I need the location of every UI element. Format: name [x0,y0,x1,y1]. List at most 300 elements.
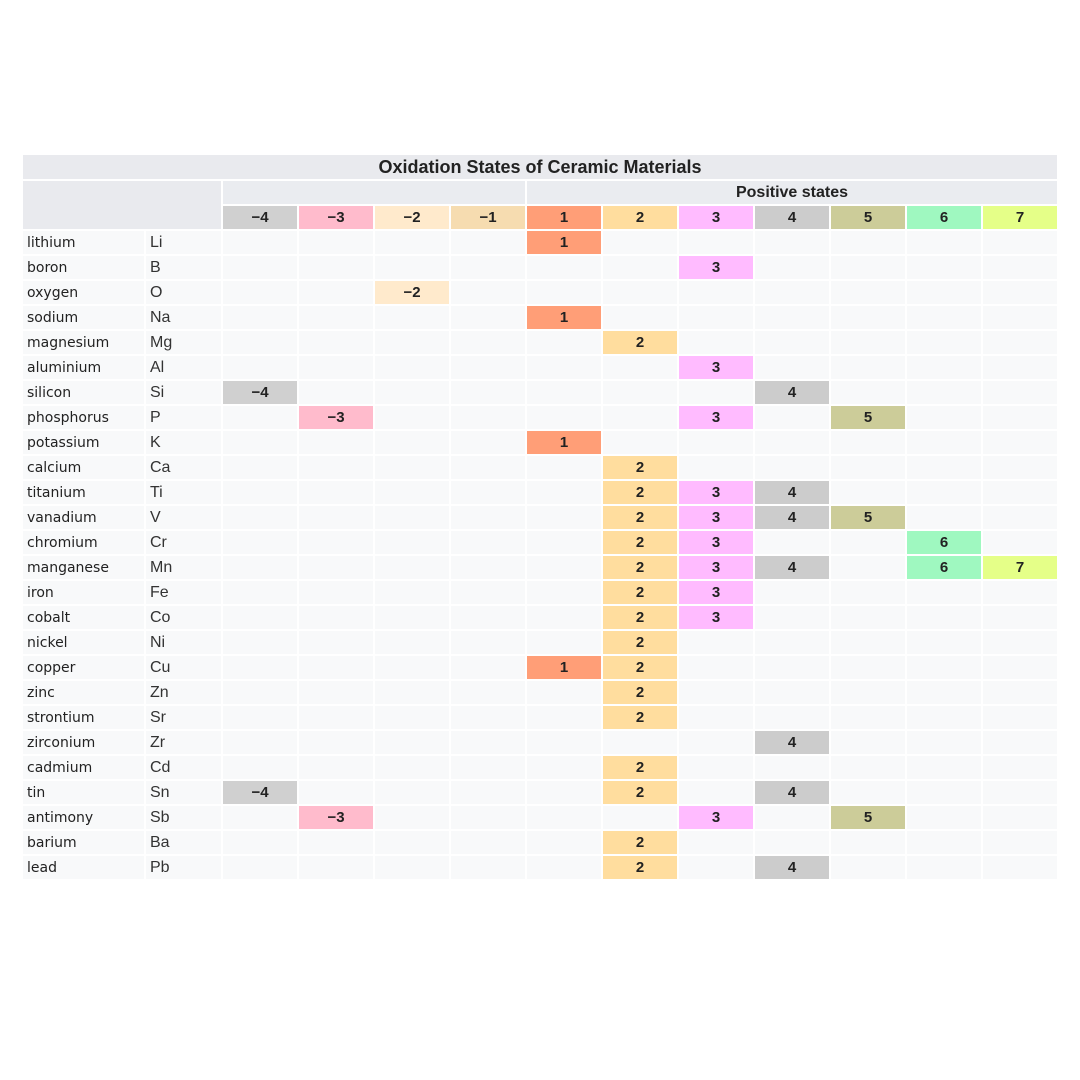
element-name: silicon [23,381,144,404]
oxidation-states-table [21,153,1059,881]
table-row [23,606,1057,629]
state-cell [907,506,981,529]
state-cell [299,731,373,754]
state-cell [375,531,449,554]
state-cell [375,731,449,754]
element-name: magnesium [23,331,144,354]
state-cell [983,306,1057,329]
state-cell [451,381,525,404]
state-cell [603,281,677,304]
state-cell [375,756,449,779]
state-cell: 7 [983,556,1057,579]
state-cell: 3 [679,581,753,604]
element-symbol: Sr [146,706,221,729]
state-cell [679,756,753,779]
state-cell: 4 [755,481,829,504]
element-symbol: K [146,431,221,454]
state-cell [223,681,297,704]
state-cell [983,606,1057,629]
state-cell [907,856,981,879]
state-cell [223,356,297,379]
state-cell [755,681,829,704]
state-cell [223,831,297,854]
state-cell [831,331,905,354]
element-symbol: Cr [146,531,221,554]
state-cell [299,606,373,629]
element-name: manganese [23,556,144,579]
state-cell [223,506,297,529]
table-row [23,856,1057,879]
state-cell: 2 [603,506,677,529]
state-cell [755,281,829,304]
state-cell [451,806,525,829]
element-symbol: Cd [146,756,221,779]
state-cell [451,281,525,304]
state-cell [983,631,1057,654]
table-row [23,331,1057,354]
state-cell [755,631,829,654]
table-title: Oxidation States of Ceramic Materials [23,155,1057,179]
state-cell [375,356,449,379]
state-cell [299,831,373,854]
state-cell [451,856,525,879]
element-symbol: Zr [146,731,221,754]
state-header: 6 [907,206,981,229]
state-cell: 6 [907,531,981,554]
state-cell [223,406,297,429]
state-cell [223,306,297,329]
state-cell [375,481,449,504]
element-symbol: Ti [146,481,221,504]
state-cell [831,706,905,729]
table-row [23,381,1057,404]
state-cell: 2 [603,781,677,804]
state-cell: 1 [527,431,601,454]
state-cell: −4 [223,781,297,804]
state-cell [375,806,449,829]
element-name: aluminium [23,356,144,379]
state-cell: 5 [831,506,905,529]
state-cell: 3 [679,556,753,579]
state-cell [527,531,601,554]
state-cell: 2 [603,581,677,604]
state-cell [831,556,905,579]
element-name: cadmium [23,756,144,779]
positive-states-header: Positive states [527,181,1057,204]
state-cell [451,481,525,504]
state-cell [375,656,449,679]
state-cell [679,831,753,854]
state-cell [375,456,449,479]
state-cell [527,856,601,879]
table-row [23,406,1057,429]
state-cell: 2 [603,756,677,779]
state-cell [907,806,981,829]
state-cell [527,381,601,404]
element-name: barium [23,831,144,854]
state-cell [907,606,981,629]
state-cell [299,456,373,479]
state-header: 3 [679,206,753,229]
state-cell [831,731,905,754]
state-cell [375,406,449,429]
table-row [23,631,1057,654]
state-cell [907,431,981,454]
state-cell [983,481,1057,504]
state-cell [831,381,905,404]
state-cell [603,381,677,404]
state-cell [527,281,601,304]
state-cell [527,631,601,654]
element-symbol: Ca [146,456,221,479]
state-cell [907,331,981,354]
element-symbol: Pb [146,856,221,879]
state-cell [451,581,525,604]
state-header: −2 [375,206,449,229]
state-cell [907,356,981,379]
state-cell: 3 [679,406,753,429]
state-cell [907,656,981,679]
state-cell [527,406,601,429]
state-cell [603,731,677,754]
state-cell: 4 [755,381,829,404]
state-cell [299,706,373,729]
state-cell [603,356,677,379]
table-row [23,431,1057,454]
state-cell [907,406,981,429]
state-cell [451,531,525,554]
state-cell: 3 [679,356,753,379]
element-symbol: Sb [146,806,221,829]
state-cell [451,781,525,804]
state-cell [223,256,297,279]
table-row [23,681,1057,704]
state-cell [983,756,1057,779]
state-cell [983,356,1057,379]
state-cell [983,681,1057,704]
table-row [23,456,1057,479]
state-cell: 2 [603,856,677,879]
table-row [23,256,1057,279]
state-cell [527,481,601,504]
state-cell [375,781,449,804]
state-cell [755,456,829,479]
element-name: potassium [23,431,144,454]
state-cell [451,431,525,454]
state-cell [907,281,981,304]
state-cell [907,731,981,754]
state-cell [299,681,373,704]
state-cell [451,731,525,754]
state-cell [223,431,297,454]
state-cell [527,356,601,379]
element-symbol: Li [146,231,221,254]
state-cell [299,231,373,254]
state-header: 4 [755,206,829,229]
table-body [23,231,1057,879]
state-cell [679,706,753,729]
state-cell [603,231,677,254]
state-cell [679,456,753,479]
element-name: tin [23,781,144,804]
table-row [23,506,1057,529]
state-cell [679,231,753,254]
state-cell [907,781,981,804]
state-header: 2 [603,206,677,229]
state-cell [983,831,1057,854]
state-cell: 2 [603,656,677,679]
state-cell: 2 [603,481,677,504]
state-header: 5 [831,206,905,229]
state-cell [451,306,525,329]
state-cell [223,631,297,654]
state-cell: −2 [375,281,449,304]
element-symbol: Al [146,356,221,379]
state-cell: 2 [603,556,677,579]
state-cell: 3 [679,806,753,829]
element-name: lead [23,856,144,879]
state-cell [299,656,373,679]
state-cell [375,606,449,629]
state-cell: 4 [755,856,829,879]
state-cell [603,256,677,279]
state-cell [831,281,905,304]
state-cell [299,531,373,554]
state-cell [755,431,829,454]
state-cell [831,681,905,704]
table-row [23,781,1057,804]
state-cell [299,256,373,279]
state-cell [983,581,1057,604]
state-cell [907,706,981,729]
state-cell [527,806,601,829]
state-cell [983,331,1057,354]
state-cell [755,581,829,604]
state-cell [679,656,753,679]
state-cell [907,681,981,704]
state-cell [983,231,1057,254]
state-cell: 4 [755,781,829,804]
state-cell [679,631,753,654]
state-cell [223,756,297,779]
element-symbol: Mg [146,331,221,354]
element-symbol: Ni [146,631,221,654]
state-cell [755,406,829,429]
state-cell [299,506,373,529]
state-cell [223,556,297,579]
state-cell: 5 [831,806,905,829]
state-cell [299,556,373,579]
table-row [23,306,1057,329]
element-name: zirconium [23,731,144,754]
state-cell [223,231,297,254]
state-cell [907,756,981,779]
state-cell [375,381,449,404]
state-cell [755,606,829,629]
state-cell [679,306,753,329]
element-name: calcium [23,456,144,479]
state-cell [831,856,905,879]
state-cell [983,506,1057,529]
element-name: titanium [23,481,144,504]
state-cell [831,231,905,254]
state-cell [907,256,981,279]
state-cell: 3 [679,481,753,504]
state-cell: 2 [603,331,677,354]
state-cell [603,406,677,429]
state-cell: 1 [527,656,601,679]
state-cell [831,631,905,654]
state-cell [831,431,905,454]
state-cell [451,406,525,429]
state-cell [527,331,601,354]
element-name: nickel [23,631,144,654]
element-name: boron [23,256,144,279]
state-cell [907,831,981,854]
state-cell: 4 [755,731,829,754]
element-symbol: Co [146,606,221,629]
state-cell: 1 [527,231,601,254]
element-symbol: B [146,256,221,279]
state-cell: 2 [603,606,677,629]
element-symbol: Mn [146,556,221,579]
element-name: copper [23,656,144,679]
state-cell: 6 [907,556,981,579]
element-name: cobalt [23,606,144,629]
state-cell [755,356,829,379]
state-cell [527,681,601,704]
state-cell: 3 [679,506,753,529]
element-name: vanadium [23,506,144,529]
state-cell [755,531,829,554]
state-cell [831,256,905,279]
element-name: sodium [23,306,144,329]
state-cell [375,331,449,354]
element-name: phosphorus [23,406,144,429]
state-cell [755,831,829,854]
state-cell [299,631,373,654]
element-symbol: Sn [146,781,221,804]
state-cell [907,306,981,329]
state-cell [527,781,601,804]
state-cell [299,331,373,354]
state-cell [527,456,601,479]
state-cell [907,231,981,254]
state-cell [755,306,829,329]
state-cell [299,481,373,504]
state-header: −1 [451,206,525,229]
state-cell [679,281,753,304]
state-cell [983,706,1057,729]
state-cell [983,256,1057,279]
state-cell: −3 [299,406,373,429]
state-cell: 2 [603,631,677,654]
state-cell [983,281,1057,304]
state-cell [831,306,905,329]
state-cell: 3 [679,256,753,279]
element-name: iron [23,581,144,604]
state-cell [831,831,905,854]
state-cell: 2 [603,681,677,704]
state-cell [983,656,1057,679]
element-symbol: O [146,281,221,304]
state-cell [679,331,753,354]
state-cell [375,831,449,854]
state-cell [223,731,297,754]
state-cell [527,606,601,629]
state-cell: 3 [679,606,753,629]
state-cell [679,431,753,454]
state-cell [451,506,525,529]
state-cell [299,431,373,454]
state-cell [831,481,905,504]
state-cell [527,706,601,729]
table-row [23,831,1057,854]
state-cell [375,506,449,529]
state-cell [831,456,905,479]
state-header: 7 [983,206,1057,229]
state-cell [223,706,297,729]
state-cell [223,656,297,679]
state-cell: 5 [831,406,905,429]
state-cell [907,381,981,404]
state-cell [223,281,297,304]
state-cell [983,431,1057,454]
state-cell [223,606,297,629]
state-cell [527,831,601,854]
table-row [23,556,1057,579]
state-cell [223,331,297,354]
state-cell [375,706,449,729]
state-cell [223,806,297,829]
state-cell: 2 [603,831,677,854]
element-name: antimony [23,806,144,829]
state-cell [755,756,829,779]
state-cell [831,656,905,679]
state-cell: 4 [755,556,829,579]
state-cell: 2 [603,456,677,479]
table-row [23,656,1057,679]
table-row [23,356,1057,379]
state-cell [375,556,449,579]
state-cell [527,756,601,779]
element-name: strontium [23,706,144,729]
table-row [23,281,1057,304]
table-row [23,731,1057,754]
state-cell [755,806,829,829]
state-cell: 2 [603,531,677,554]
state-cell [451,331,525,354]
state-cell [375,256,449,279]
state-cell [299,856,373,879]
state-cell [223,456,297,479]
state-cell [603,431,677,454]
state-cell [375,856,449,879]
table-row [23,581,1057,604]
state-cell [679,856,753,879]
state-cell: −4 [223,381,297,404]
table-row [23,531,1057,554]
state-cell [527,256,601,279]
state-cell [755,706,829,729]
state-cell [451,681,525,704]
state-cell [451,831,525,854]
state-cell [299,381,373,404]
state-header: 1 [527,206,601,229]
state-cell: −3 [299,806,373,829]
state-cell [527,731,601,754]
element-symbol: Si [146,381,221,404]
